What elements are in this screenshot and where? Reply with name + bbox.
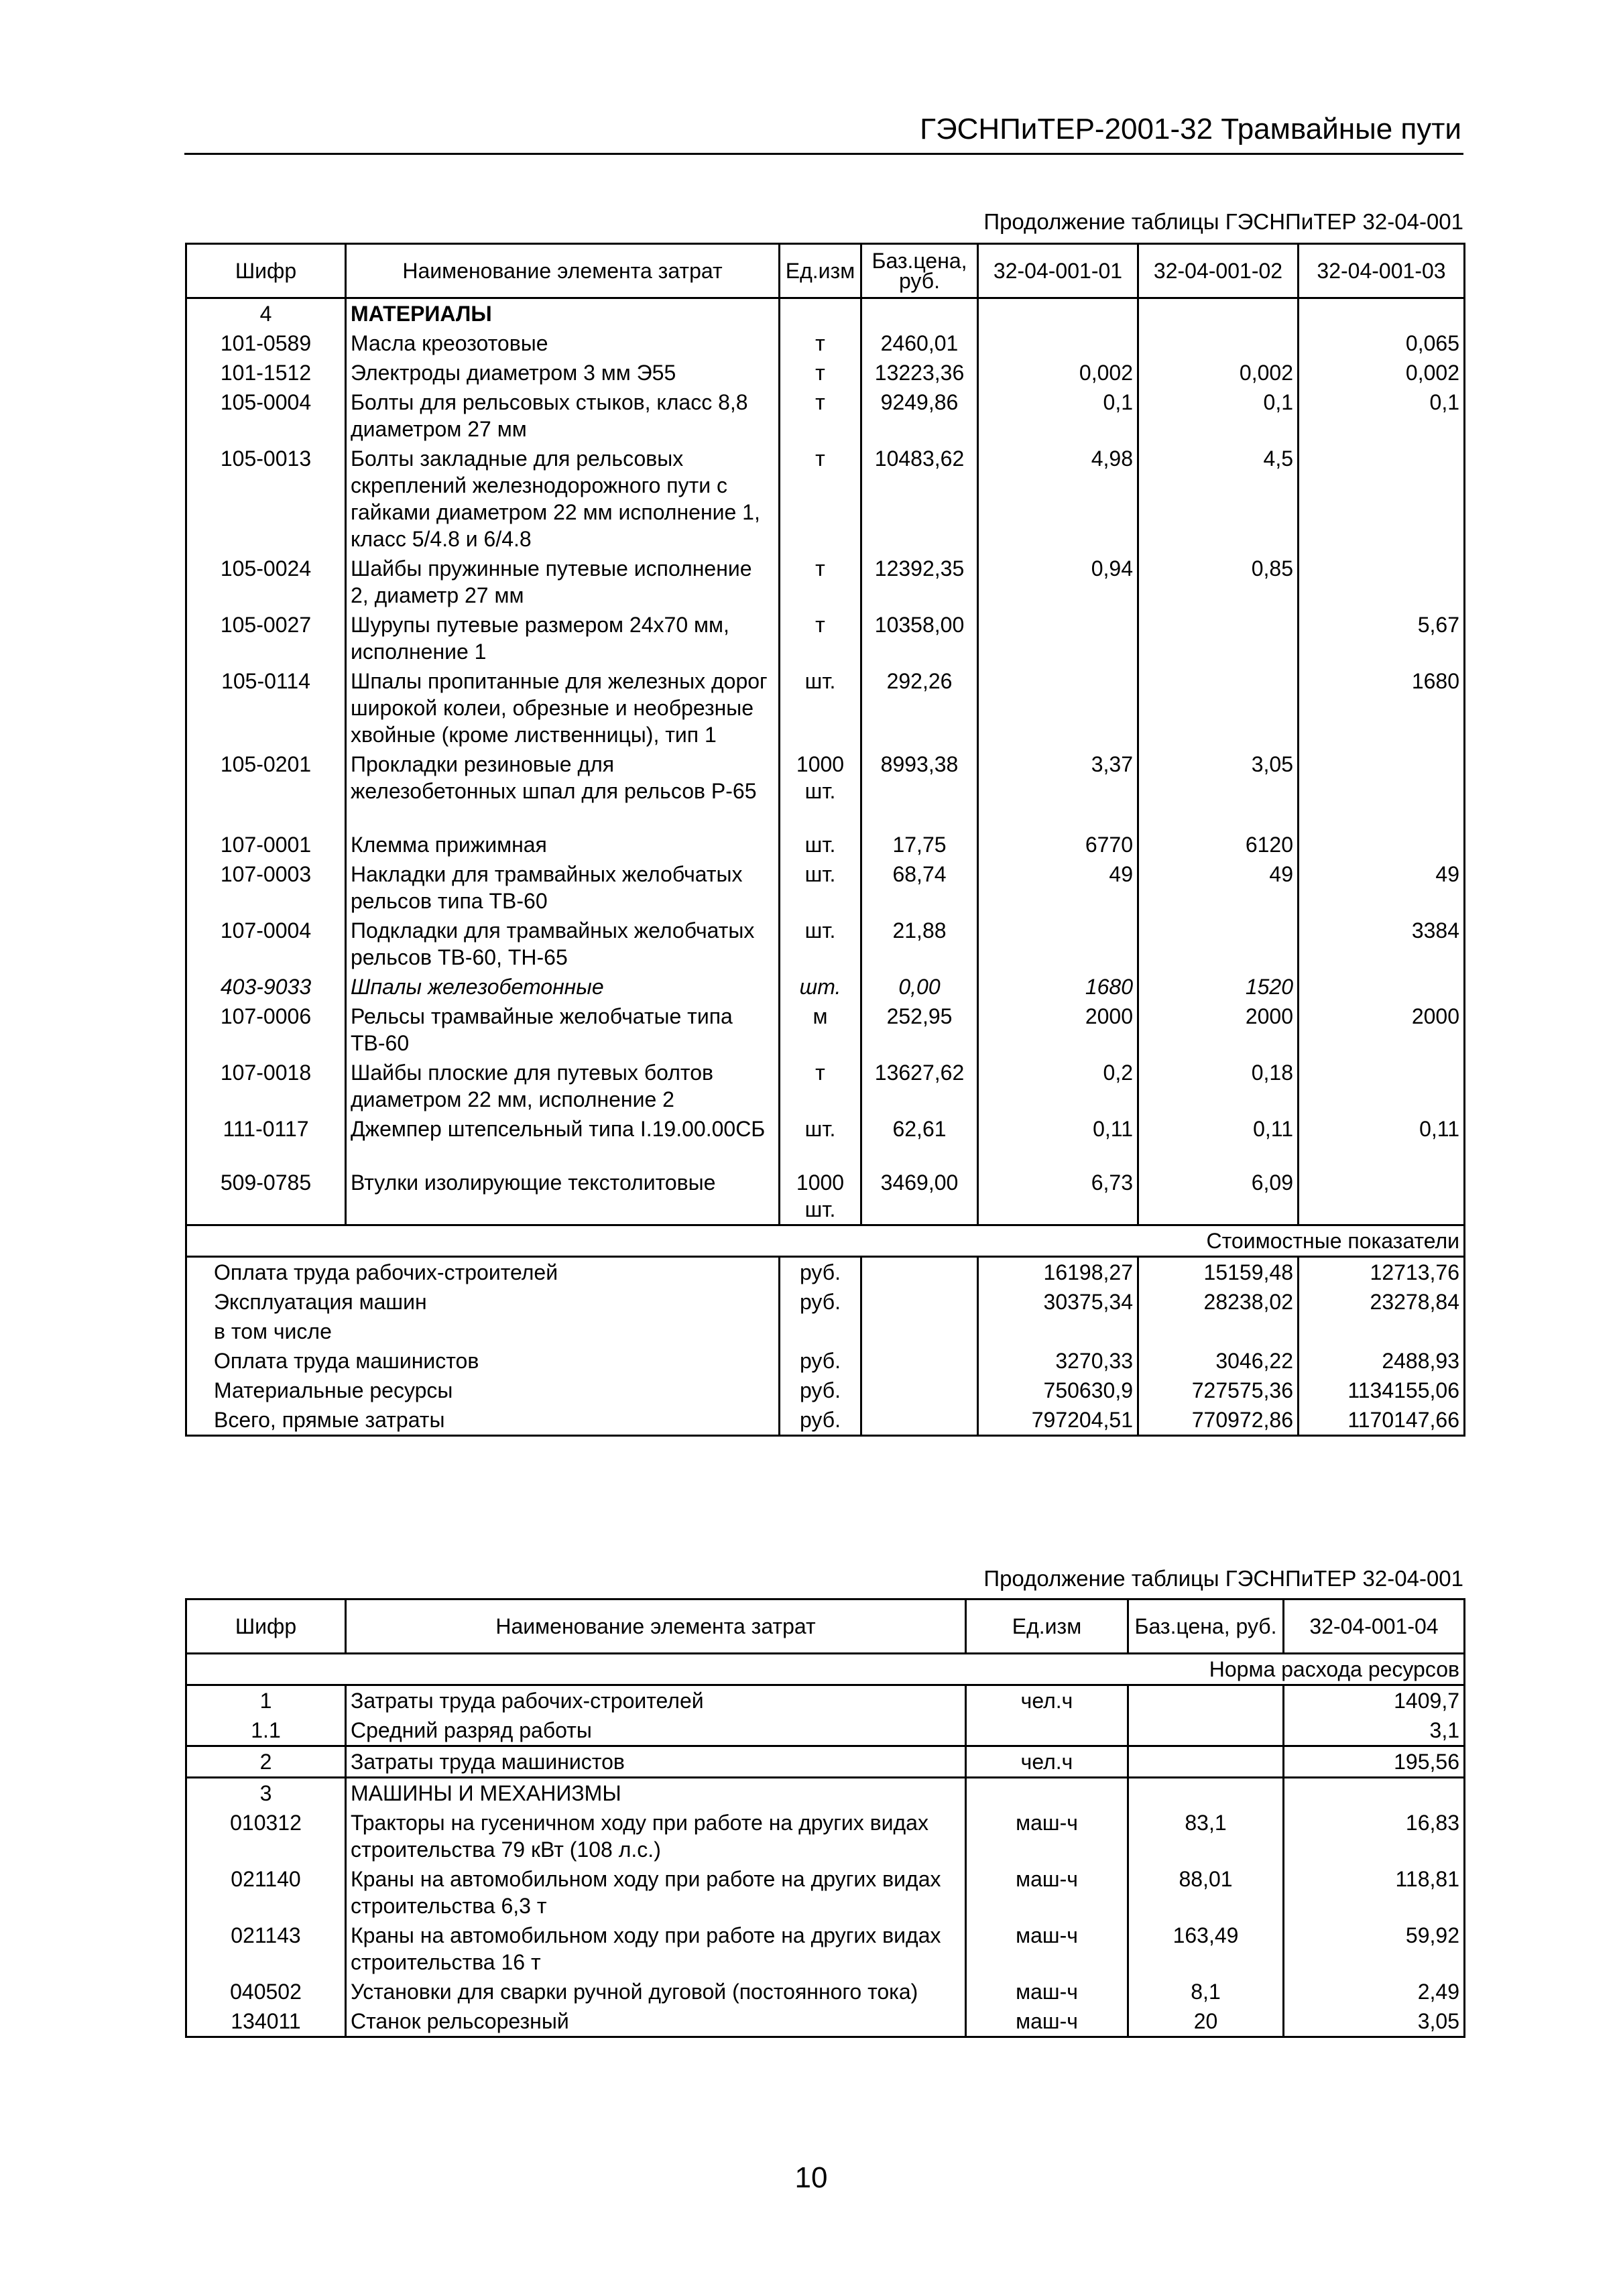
table-row: [186, 1977, 1465, 2006]
table-row: [186, 972, 1465, 1002]
cost-unit: руб.: [780, 1376, 861, 1405]
table-row: [186, 1778, 1465, 1809]
cell-code: 107-0001: [220, 833, 312, 857]
cell-code: 101-0589: [220, 331, 312, 355]
cell-unit: шт.: [780, 916, 861, 972]
cell-value-01: 1680: [978, 972, 1138, 1002]
cell-code: 107-0003: [220, 862, 312, 886]
cell-value-03: [1299, 554, 1465, 610]
cell-unit: шт.: [780, 666, 861, 749]
cell-unit: чел.ч: [966, 1685, 1128, 1716]
cell-unit: маш-ч: [966, 1864, 1128, 1921]
cell-name: Установки для сварки ручной дуговой (постоянного тока): [346, 1977, 966, 2006]
cell-value-01: 6770: [978, 830, 1138, 859]
norm-header-row: [186, 1654, 1465, 1685]
cost-value-03: 2488,93: [1299, 1346, 1465, 1376]
table-row: [186, 358, 1465, 387]
cell-price: 10483,62: [861, 444, 978, 554]
cell-value-01: 6,73: [978, 1168, 1138, 1225]
cell-value-02: 2000: [1138, 1002, 1299, 1058]
cell-value-01: [978, 666, 1138, 749]
page-number: 10: [794, 2161, 828, 2194]
cell-price: 8,1: [1128, 1977, 1284, 2006]
cell-unit: 1000 шт.: [780, 1168, 861, 1225]
cell-name: Подкладки для трамвайных желобчатых рельсов ТВ-60, ТН-65: [346, 916, 780, 972]
cell-unit: шт.: [780, 1114, 861, 1168]
table-row: [186, 1864, 1465, 1921]
cost-value-03: 1170147,66: [1299, 1405, 1465, 1436]
cell-code: 105-0013: [220, 446, 312, 471]
table-row: [186, 1746, 1465, 1778]
cell-value-02: [1138, 666, 1299, 749]
cell-price: 3469,00: [861, 1168, 978, 1225]
cell-unit: шт.: [780, 972, 861, 1002]
cell-code: 105-0027: [220, 613, 312, 637]
cell-name: Болты закладные для рельсовых скреплений железнодорожного пути с гайками диаметром 22 мм исполнение 1, класс 5/4.8 и 6/4.8: [346, 444, 780, 554]
cell-name: Масла креозотовые: [346, 328, 780, 358]
cost-value-02: 28238,02: [1138, 1287, 1299, 1317]
cell-name: МАШИНЫ И МЕХАНИЗМЫ: [346, 1778, 966, 1809]
table1-caption: Продолжение таблицы ГЭСНПиТЕР 32-04-001: [983, 209, 1463, 234]
col-header-price: Баз.цена, руб.: [1128, 1599, 1284, 1654]
cell-code: 1.1: [251, 1718, 281, 1742]
header-rule: [184, 153, 1463, 155]
cell-value-03: 49: [1299, 859, 1465, 916]
cost-unit: руб.: [780, 1405, 861, 1436]
section-title: МАТЕРИАЛЫ: [346, 298, 780, 329]
cell-unit: маш-ч: [966, 1808, 1128, 1864]
cell-value-01: 0,002: [978, 358, 1138, 387]
cell-value-02: 1520: [1138, 972, 1299, 1002]
cell-code: 509-0785: [220, 1170, 312, 1195]
cell-price: 252,95: [861, 1002, 978, 1058]
cost-row: [186, 1317, 1465, 1346]
cell-unit: т: [780, 444, 861, 554]
cost-value-01: 3270,33: [978, 1346, 1138, 1376]
cell-unit: м: [780, 1002, 861, 1058]
cell-unit: т: [780, 610, 861, 666]
cell-value-02: [1138, 916, 1299, 972]
table-row: [186, 749, 1465, 830]
cell-value-03: 1680: [1299, 666, 1465, 749]
table-row: [186, 1058, 1465, 1114]
cost-price-empty: [861, 1346, 978, 1376]
cell-name: Шпалы пропитанные для железных дорог широкой колеи, обрезные и необрезные хвойные (кроме лиственницы), тип 1: [346, 666, 780, 749]
section-code: 4: [259, 302, 272, 326]
cell-value-03: [1299, 1058, 1465, 1114]
cell-price: [1128, 1685, 1284, 1716]
cell-value-04: 3,1: [1284, 1715, 1465, 1746]
table-row: [186, 859, 1465, 916]
cell-code: 107-0018: [220, 1061, 312, 1085]
cost-row: [186, 1257, 1465, 1288]
cell-value-02: 4,5: [1138, 444, 1299, 554]
cell-value-03: [1299, 830, 1465, 859]
cell-code: 101-1512: [220, 361, 312, 385]
cell-code: 2: [186, 1746, 346, 1778]
cell-price: 17,75: [861, 830, 978, 859]
cell-price: 12392,35: [861, 554, 978, 610]
table-row: [186, 1168, 1465, 1225]
cell-name: Шайбы плоские для путевых болтов диаметром 22 мм, исполнение 2: [346, 1058, 780, 1114]
cell-value-03: [1299, 972, 1465, 1002]
cell-name: Клемма прижимная: [346, 830, 780, 859]
resource-table-machines: [185, 1598, 1465, 2038]
cost-row: [186, 1346, 1465, 1376]
cell-price: 2460,01: [861, 328, 978, 358]
cell-name: Краны на автомобильном ходу при работе на других видах строительства 16 т: [346, 1921, 966, 1977]
cell-price: 13627,62: [861, 1058, 978, 1114]
cell-name: Электроды диаметром 3 мм Э55: [346, 358, 780, 387]
cell-unit: маш-ч: [966, 1977, 1128, 2006]
cell-value-02: [1138, 328, 1299, 358]
cell-unit: т: [780, 358, 861, 387]
cell-unit: маш-ч: [966, 1921, 1128, 1977]
table2-caption: Продолжение таблицы ГЭСНПиТЕР 32-04-001: [983, 1566, 1463, 1591]
cell-value-02: 3,05: [1138, 749, 1299, 830]
cost-unit: руб.: [780, 1287, 861, 1317]
table-row: [186, 1114, 1465, 1168]
cell-name: Средний разряд работы: [346, 1715, 966, 1746]
col-header-unit: Ед.изм: [966, 1599, 1128, 1654]
cost-row: [186, 1287, 1465, 1317]
cell-code: 105-0114: [221, 669, 310, 693]
cost-value-02: 3046,22: [1138, 1346, 1299, 1376]
cell-code: 107-0004: [220, 918, 312, 943]
cell-code: 3: [186, 1778, 346, 1809]
cost-name: Оплата труда рабочих-строителей: [186, 1257, 780, 1288]
cost-name: Материальные ресурсы: [214, 1378, 453, 1402]
cost-price-empty: [861, 1376, 978, 1405]
cell-name: Рельсы трамвайные желобчатые типа ТВ-60: [346, 1002, 780, 1058]
cell-unit: [966, 1715, 1128, 1746]
cell-price: 0,00: [861, 972, 978, 1002]
cell-name: Затраты труда машинистов: [346, 1746, 966, 1778]
cell-unit: т: [780, 387, 861, 444]
cell-unit: чел.ч: [966, 1746, 1128, 1778]
cost-value-01: 797204,51: [978, 1405, 1138, 1436]
resource-table-materials: [185, 243, 1465, 1437]
cost-price-empty: [861, 1257, 978, 1288]
table-row: [186, 1921, 1465, 1977]
page-header: ГЭСНПиТЕР-2001-32 Трамвайные пути: [920, 113, 1461, 145]
table-row: [186, 666, 1465, 749]
cell-price: 62,61: [861, 1114, 978, 1168]
cell-name: Прокладки резиновые для железобетонных шпал для рельсов Р-65: [346, 749, 780, 830]
col-header-code: Шифр: [186, 1599, 346, 1654]
cell-code: 403-9033: [220, 975, 312, 999]
cell-unit: шт.: [780, 830, 861, 859]
cell-value-01: 0,2: [978, 1058, 1138, 1114]
cell-value-03: [1299, 749, 1465, 830]
cell-code: 010312: [230, 1811, 302, 1835]
cell-price: 83,1: [1128, 1808, 1284, 1864]
cell-name: Шурупы путевые размером 24х70 мм, исполнение 1: [346, 610, 780, 666]
cost-value-01: 16198,27: [978, 1257, 1138, 1288]
section-row-materials: [186, 298, 1465, 329]
table-row: [186, 554, 1465, 610]
cell-code: 1: [259, 1689, 272, 1713]
cell-value-01: 0,1: [978, 387, 1138, 444]
cell-value-02: 0,18: [1138, 1058, 1299, 1114]
cell-name: Втулки изолирующие текстолитовые: [346, 1168, 780, 1225]
cell-value-02: 0,1: [1138, 387, 1299, 444]
norm-header: Норма расхода ресурсов: [186, 1654, 1465, 1685]
cost-name: Оплата труда машинистов: [214, 1349, 479, 1373]
cost-value-02: 727575,36: [1138, 1376, 1299, 1405]
cell-value-01: [978, 916, 1138, 972]
cell-price: 292,26: [861, 666, 978, 749]
cell-value-03: [1299, 444, 1465, 554]
cell-value-01: 0,11: [978, 1114, 1138, 1168]
cost-value-02: 15159,48: [1138, 1257, 1299, 1288]
cost-value-03: 1134155,06: [1299, 1376, 1465, 1405]
col-header-32-04-001-01: 32-04-001-01: [978, 244, 1138, 298]
cell-value-02: [1138, 610, 1299, 666]
table-row: [186, 610, 1465, 666]
cell-value-01: [978, 328, 1138, 358]
col-header-unit: Ед.изм: [780, 244, 861, 298]
cell-name: Болты для рельсовых стыков, класс 8,8 диаметром 27 мм: [346, 387, 780, 444]
cell-price: 20: [1128, 2006, 1284, 2037]
cost-unit: руб.: [780, 1257, 861, 1288]
cell-value-02: 0,85: [1138, 554, 1299, 610]
col-header-name: Наименование элемента затрат: [346, 1599, 966, 1654]
cell-value-04: 2,49: [1284, 1977, 1465, 2006]
col-header-name: Наименование элемента затрат: [346, 244, 780, 298]
cell-code: 105-0004: [220, 390, 312, 414]
table-row: [186, 2006, 1465, 2037]
cost-row: [186, 1376, 1465, 1405]
table-row: [186, 1715, 1465, 1746]
cell-name: Накладки для трамвайных желобчатых рельсов типа ТВ-60: [346, 859, 780, 916]
cell-unit: т: [780, 554, 861, 610]
cell-code: 105-0201: [220, 752, 312, 776]
cost-value-03: 12713,76: [1299, 1257, 1465, 1288]
cell-value-03: 0,002: [1299, 358, 1465, 387]
cell-price: 13223,36: [861, 358, 978, 387]
cell-unit: шт.: [780, 859, 861, 916]
cell-price: 21,88: [861, 916, 978, 972]
cell-price: [1128, 1778, 1284, 1809]
cell-name: Шайбы пружинные путевые исполнение 2, диаметр 27 мм: [346, 554, 780, 610]
cell-value-02: 6,09: [1138, 1168, 1299, 1225]
cost-price-empty: [861, 1317, 978, 1346]
cost-name: в том числе: [214, 1319, 332, 1343]
cell-value-01: [978, 610, 1138, 666]
cell-value-01: 3,37: [978, 749, 1138, 830]
cost-unit: руб.: [780, 1346, 861, 1376]
cell-value-03: 0,1: [1299, 387, 1465, 444]
cell-unit: [966, 1778, 1128, 1809]
cell-unit: т: [780, 1058, 861, 1114]
col-header-32-04-001-02: 32-04-001-02: [1138, 244, 1299, 298]
cell-price: 68,74: [861, 859, 978, 916]
cell-name: Станок рельсорезный: [346, 2006, 966, 2037]
cost-header: Стоимостные показатели: [186, 1225, 1465, 1257]
table-row: [186, 830, 1465, 859]
cell-name: Тракторы на гусеничном ходу при работе на других видах строительства 79 кВт (108 л.с.): [346, 1808, 966, 1864]
cell-value-04: 59,92: [1284, 1921, 1465, 1977]
cell-price: 88,01: [1128, 1864, 1284, 1921]
cell-code: 021143: [231, 1923, 301, 1947]
table-row: [186, 916, 1465, 972]
cell-price: [1128, 1746, 1284, 1778]
cell-value-01: 0,94: [978, 554, 1138, 610]
cell-value-04: [1284, 1778, 1465, 1809]
cost-value-02: 770972,86: [1138, 1405, 1299, 1436]
cost-row: [186, 1405, 1465, 1436]
cell-value-03: 0,065: [1299, 328, 1465, 358]
cell-price: 8993,38: [861, 749, 978, 830]
col-header-32-04-001-03: 32-04-001-03: [1299, 244, 1465, 298]
cost-price-empty: [861, 1405, 978, 1436]
cell-value-04: 3,05: [1284, 2006, 1465, 2037]
table-row: [186, 328, 1465, 358]
cell-value-03: [1299, 1168, 1465, 1225]
table-row: [186, 1002, 1465, 1058]
cell-value-04: 16,83: [1284, 1808, 1465, 1864]
table-row: [186, 387, 1465, 444]
cost-value-01: 30375,34: [978, 1287, 1138, 1317]
cost-value-03: [1299, 1317, 1465, 1346]
cell-value-01: 4,98: [978, 444, 1138, 554]
col-header-32-04-001-04: 32-04-001-04: [1284, 1599, 1465, 1654]
cell-value-03: 2000: [1299, 1002, 1465, 1058]
cell-unit: маш-ч: [966, 2006, 1128, 2037]
cell-unit: 1000 шт.: [780, 749, 861, 830]
cell-code: 105-0024: [220, 556, 312, 581]
cell-value-03: 5,67: [1299, 610, 1465, 666]
cell-price: 10358,00: [861, 610, 978, 666]
cell-price: 163,49: [1128, 1921, 1284, 1977]
cell-value-04: 118,81: [1284, 1864, 1465, 1921]
cell-value-02: 49: [1138, 859, 1299, 916]
cell-code: 107-0006: [220, 1004, 312, 1028]
cell-value-01: 2000: [978, 1002, 1138, 1058]
cell-name: Джемпер штепсельный типа I.19.00.00СБ: [346, 1114, 780, 1168]
cell-value-04: 195,56: [1284, 1746, 1465, 1778]
cell-price: [1128, 1715, 1284, 1746]
table-row: [186, 1685, 1465, 1716]
cost-name: Всего, прямые затраты: [214, 1408, 445, 1432]
cell-name: Краны на автомобильном ходу при работе на других видах строительства 6,3 т: [346, 1864, 966, 1921]
cell-code: 021140: [231, 1867, 301, 1891]
table-row: [186, 1808, 1465, 1864]
cost-name: Эксплуатация машин: [214, 1290, 427, 1314]
cost-value-02: [1138, 1317, 1299, 1346]
cell-value-03: 0,11: [1299, 1114, 1465, 1168]
cost-value-01: 750630,9: [978, 1376, 1138, 1405]
cost-price-empty: [861, 1287, 978, 1317]
cell-value-01: 49: [978, 859, 1138, 916]
cell-value-04: 1409,7: [1284, 1685, 1465, 1716]
table-row: [186, 444, 1465, 554]
cell-value-02: 0,11: [1138, 1114, 1299, 1168]
cost-unit: [780, 1317, 861, 1346]
cell-value-03: 3384: [1299, 916, 1465, 972]
cost-value-03: 23278,84: [1299, 1287, 1465, 1317]
cost-value-01: [978, 1317, 1138, 1346]
cell-code: 134011: [231, 2009, 301, 2033]
cell-price: 9249,86: [861, 387, 978, 444]
col-header-code: Шифр: [186, 244, 346, 298]
cell-name: Затраты труда рабочих-строителей: [346, 1685, 966, 1716]
cell-code: 040502: [230, 1980, 302, 2004]
col-header-price: Баз.цена, руб.: [861, 244, 978, 298]
cell-value-02: 0,002: [1138, 358, 1299, 387]
cell-value-02: 6120: [1138, 830, 1299, 859]
cell-name: Шпалы железобетонные: [346, 972, 780, 1002]
cost-header-row: [186, 1225, 1465, 1257]
cell-unit: т: [780, 328, 861, 358]
cell-code: 111-0117: [223, 1117, 309, 1141]
